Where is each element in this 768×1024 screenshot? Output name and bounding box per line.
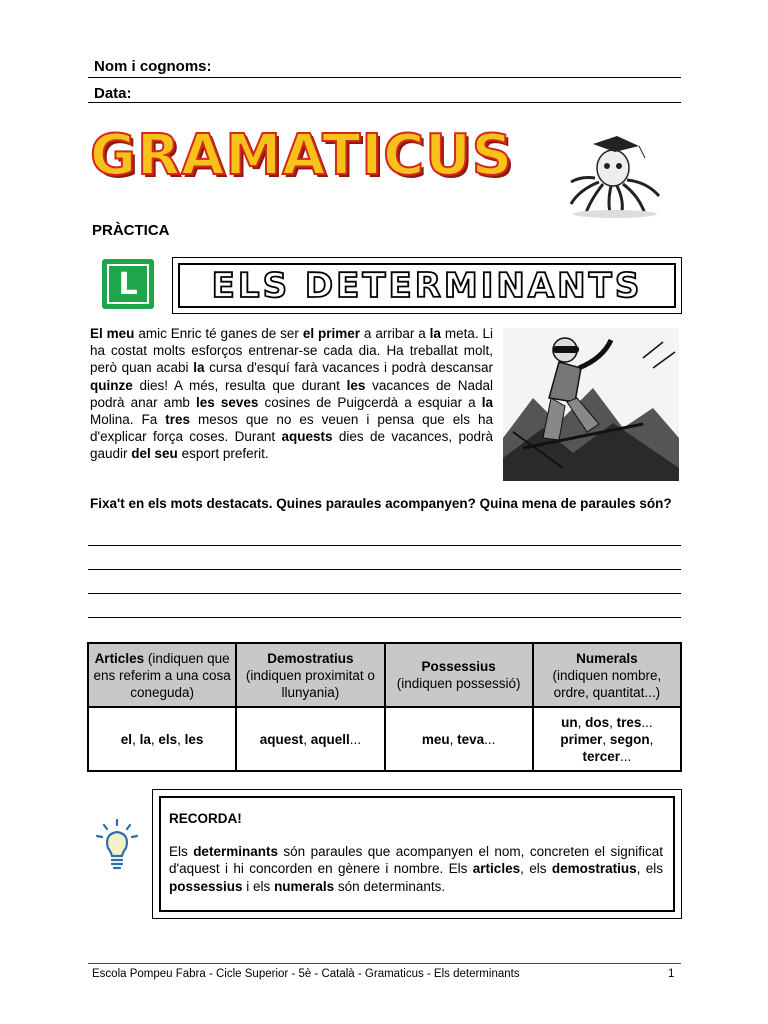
lightbulb-icon bbox=[94, 818, 140, 874]
text-run: ... bbox=[641, 714, 653, 730]
highlighted-word: demostratius bbox=[551, 861, 637, 876]
text-run: ... bbox=[620, 748, 632, 764]
reminder-box bbox=[152, 789, 682, 919]
text-run: , bbox=[649, 731, 654, 747]
text-run: són determinants. bbox=[334, 878, 446, 894]
category-title: Demostratius bbox=[267, 650, 354, 666]
text-run: a arribar a bbox=[360, 326, 430, 341]
text-run: Molina. Fa bbox=[90, 412, 166, 428]
highlighted-word: la bbox=[193, 360, 205, 376]
category-title: Numerals bbox=[576, 650, 638, 666]
text-run: , bbox=[602, 731, 610, 747]
category-title: Possessius bbox=[421, 659, 496, 674]
text-run: , bbox=[303, 731, 311, 747]
text-run: meta. Li ha costat molts esforços entrenar-se cada dia. Ha treballat molt, però quan acabi bbox=[90, 326, 494, 376]
examples-possessius bbox=[385, 707, 533, 771]
category-description: (indiquen possessió) bbox=[396, 676, 521, 691]
highlighted-word: la bbox=[139, 731, 151, 747]
section-heading: PRÀCTICA bbox=[92, 222, 170, 239]
highlighted-word: del seu bbox=[131, 446, 178, 462]
reminder-text bbox=[169, 843, 663, 896]
highlighted-word: El meu bbox=[90, 326, 135, 341]
highlighted-word: segon bbox=[609, 731, 650, 747]
text-run: vacances de Nadal podrà anar amb bbox=[90, 377, 493, 410]
category-title: Articles bbox=[94, 650, 145, 666]
answer-line[interactable] bbox=[88, 593, 681, 594]
text-run: esport preferit. bbox=[177, 446, 269, 462]
highlighted-word: les bbox=[184, 731, 204, 747]
topic-banner bbox=[172, 257, 682, 314]
highlighted-word: els bbox=[158, 731, 178, 747]
answer-line[interactable] bbox=[88, 569, 681, 570]
name-line bbox=[88, 77, 681, 78]
highlighted-word: possessius bbox=[169, 878, 243, 894]
text-run: , bbox=[577, 714, 586, 730]
answer-line[interactable] bbox=[88, 545, 681, 546]
text-run: , bbox=[150, 731, 159, 747]
category-description: (indiquen que ens referim a una cosa coneguda) bbox=[93, 650, 231, 700]
text-run: , bbox=[609, 714, 617, 730]
answer-line[interactable] bbox=[88, 617, 681, 618]
highlighted-word: la bbox=[429, 326, 441, 341]
learner-badge bbox=[102, 259, 154, 309]
highlighted-word: teva bbox=[457, 731, 485, 747]
gramaticus-logo-title: GRAMATICUS bbox=[90, 123, 514, 188]
skier-illustration bbox=[503, 328, 679, 481]
highlighted-word: numerals bbox=[274, 878, 335, 894]
category-description: (indiquen proximitat o llunyania) bbox=[245, 667, 375, 700]
text-run: cosines de Puigcerdà a esquiar a bbox=[258, 394, 482, 410]
reminder-title: RECORDA! bbox=[169, 811, 242, 826]
text-run: , bbox=[449, 731, 458, 747]
table-header-row bbox=[88, 643, 681, 707]
header-numerals bbox=[533, 643, 681, 707]
header-demostratius bbox=[236, 643, 384, 707]
exercise-question: Fixa't en els mots destacats. Quines paraules acompanyen? Quina mena de paraules són? bbox=[90, 496, 672, 511]
header-possessius bbox=[385, 643, 533, 707]
page-number: 1 bbox=[668, 968, 675, 980]
highlighted-word: les seves bbox=[196, 394, 259, 410]
badge-letter: L bbox=[107, 264, 149, 304]
header-articles bbox=[88, 643, 236, 707]
date-line bbox=[88, 102, 681, 103]
footer-text: Escola Pompeu Fabra - Cicle Superior - 5è - Català - Gramaticus - Els determinants bbox=[92, 968, 520, 980]
date-label: Data: bbox=[94, 85, 132, 102]
text-run: , els bbox=[636, 861, 663, 876]
highlighted-word: la bbox=[481, 394, 493, 410]
highlighted-word: el bbox=[120, 731, 133, 747]
highlighted-word: quinze bbox=[90, 377, 133, 393]
text-run: , bbox=[132, 731, 140, 747]
highlighted-word: primer bbox=[560, 731, 603, 747]
footer-divider bbox=[88, 963, 681, 964]
text-run: dies de vacances, podrà gaudir bbox=[90, 429, 493, 462]
highlighted-word: aquest bbox=[259, 731, 304, 747]
text-run: i els bbox=[242, 878, 275, 894]
text-run: dies! A més, resulta que durant bbox=[132, 377, 347, 393]
text-run: són paraules que acompanyen el nom, concreten el significat d'aquest i hi concorden en gènere i nombre. Els bbox=[169, 843, 663, 876]
category-description: (indiquen nombre, ordre, quantitat...) bbox=[552, 667, 662, 700]
highlighted-word: articles bbox=[472, 861, 521, 876]
text-run: , els bbox=[520, 861, 552, 876]
text-run: mesos que no es veuen i pensa que els ha d'explicar força coses. Durant bbox=[90, 412, 493, 445]
highlighted-word: les bbox=[346, 377, 366, 393]
topic-banner-text: ELS DETERMINANTS bbox=[211, 265, 643, 306]
examples-numerals bbox=[533, 707, 681, 771]
highlighted-word: tres bbox=[616, 714, 642, 730]
examples-demostratius bbox=[236, 707, 384, 771]
highlighted-word: el primer bbox=[302, 326, 361, 341]
highlighted-word: tres bbox=[165, 412, 191, 428]
highlighted-word: un bbox=[561, 714, 578, 730]
examples-articles bbox=[88, 707, 236, 771]
highlighted-word: tercer bbox=[582, 748, 620, 764]
highlighted-word: aquell bbox=[310, 731, 350, 747]
octopus-mascot-illustration bbox=[565, 130, 665, 218]
determinants-table bbox=[87, 642, 682, 772]
text-run: , bbox=[177, 731, 185, 747]
reading-paragraph bbox=[90, 325, 493, 463]
text-run: amic Enric té ganes de ser bbox=[134, 326, 303, 341]
text-run: ... bbox=[484, 731, 496, 747]
text-run: cursa d'esquí farà vacances i podrà descansar bbox=[204, 360, 493, 376]
text-run: Els bbox=[169, 843, 194, 859]
highlighted-word: aquests bbox=[281, 429, 333, 445]
highlighted-word: determinants bbox=[193, 843, 278, 859]
table-row bbox=[88, 707, 681, 771]
highlighted-word: meu bbox=[421, 731, 450, 747]
highlighted-word: dos bbox=[585, 714, 610, 730]
name-label: Nom i cognoms: bbox=[94, 58, 212, 75]
text-run: ... bbox=[349, 731, 362, 747]
